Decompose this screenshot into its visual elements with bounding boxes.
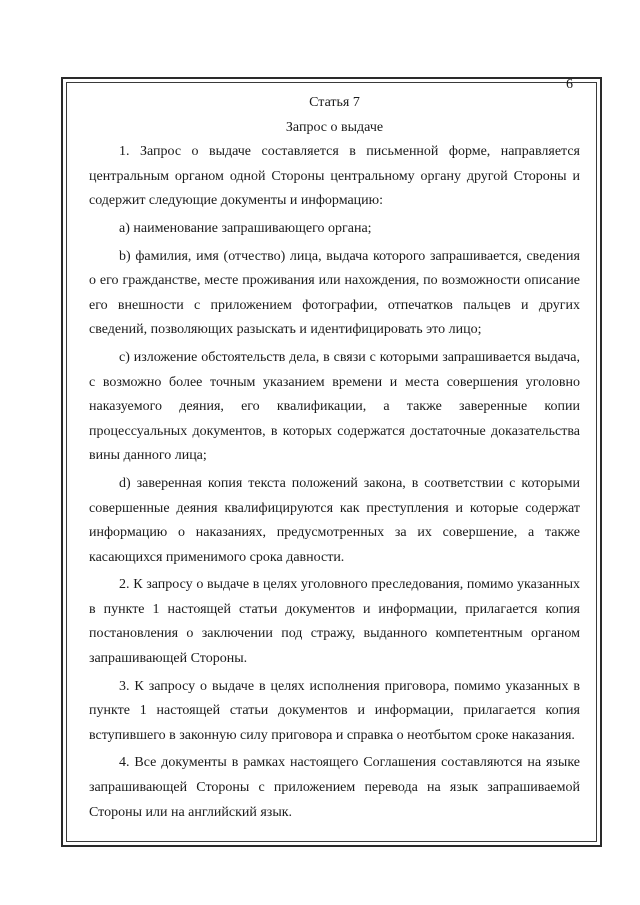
- paragraph-1b: b) фамилия, имя (отчество) лица, выдача которого запрашивается, сведения о его гражданстве, месте проживания или нахождения, по возможности описание его внешности с приложением фотографии, отпечатков пальцев и других сведений, позволяющих разыскать и идентифицировать это лицо;: [89, 248, 580, 338]
- document-body: [89, 91, 580, 828]
- page-number: 6: [566, 77, 573, 92]
- paragraph-3: 3. К запросу о выдаче в целях исполнения приговора, помимо указанных в пункте 1 настоящей статьи документов и информации, прилагается копия вступившего в законную силу приговора и справка о неотбытом сроке наказания.: [89, 678, 580, 743]
- paragraph-1c: с) изложение обстоятельств дела, в связи с которыми запрашивается выдача, с возможно более точным указанием времени и места совершения уголовно наказуемого деяния, его квалификации, а также заверенные копии процессуальных документов, в которых содержатся достаточные доказательства вины данного лица;: [89, 349, 580, 464]
- paragraph-2: 2. К запросу о выдаче в целях уголовного преследования, помимо указанных в пункте 1 настоящей статьи документов и информации, прилагается копия постановления о заключении под стражу, выданного компетентным органом запрашивающей Стороны.: [89, 577, 580, 667]
- paragraph-1: 1. Запрос о выдаче составляется в письменной форме, направляется центральным органом одной Стороны центральному органу другой Стороны и содержит следующие документы и информацию:: [89, 144, 580, 209]
- paragraph-1d: d) заверенная копия текста положений закона, в соответствии с которыми совершенные деяния квалифицируются как преступления и которые содержат информацию о наказаниях, предусмотренных за их совершение, а также касающихся применимого срока давности.: [89, 475, 580, 565]
- article-title: Статья 7: [309, 95, 360, 110]
- paragraph-4: 4. Все документы в рамках настоящего Соглашения составляются на языке запрашивающей Стороны с приложением перевода на язык запрашиваемой Стороны или на английский язык.: [89, 755, 580, 820]
- paragraph-1a: а) наименование запрашивающего органа;: [119, 220, 372, 236]
- article-subtitle: Запрос о выдаче: [285, 119, 384, 135]
